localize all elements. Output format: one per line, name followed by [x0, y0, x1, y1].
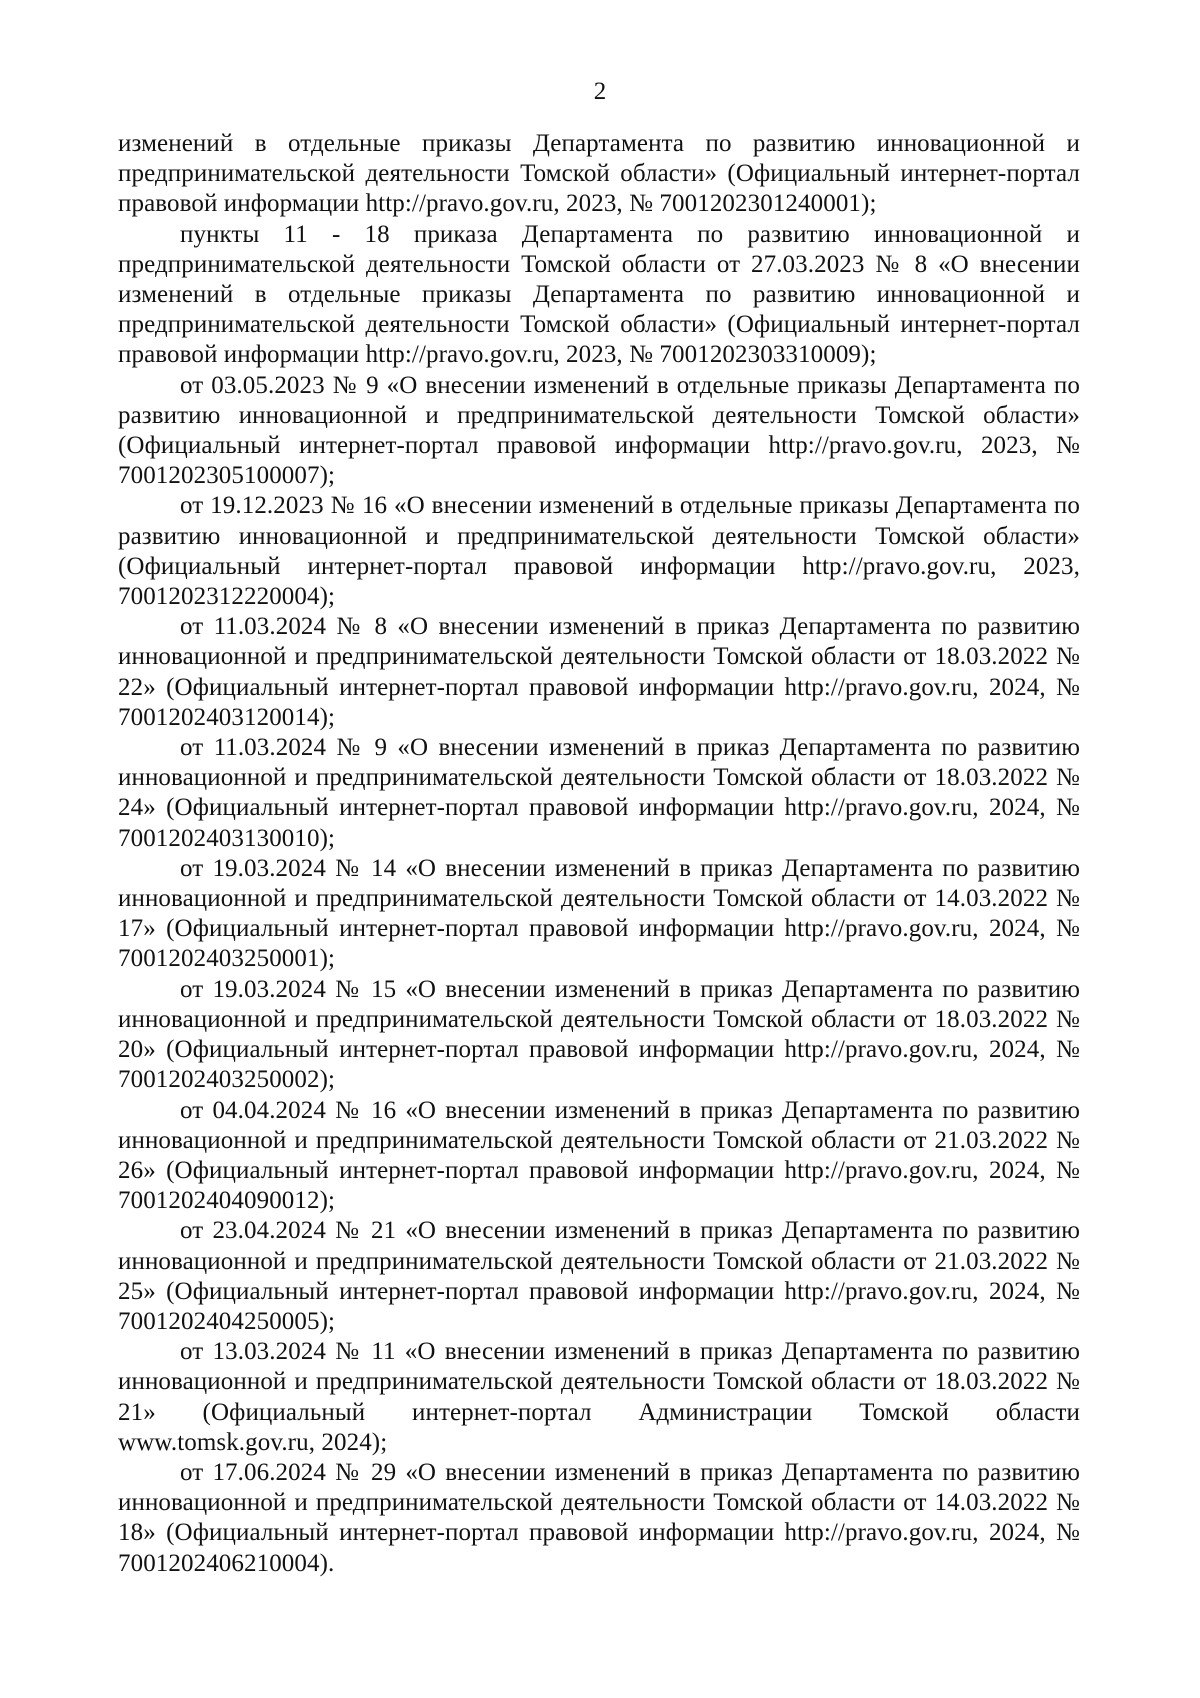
paragraph-1: изменений в отдельные приказы Департамента по развитию инновационной и предпринимательской деятельности Томской области» (Официальный интернет-портал правовой информации http://pravo.gov.ru, 2023, № 7001202301240001);: [118, 130, 1080, 218]
document-body: [118, 129, 1080, 1579]
paragraph-10: от 23.04.2024 № 21 «О внесении изменений в приказ Департамента по развитию инновационной и предпринимательской деятельности Томской области от 21.03.2022 № 25» (Официальный интернет-портал правовой информации http://pravo.gov.ru, 2024, № 7001202404250005);: [118, 1217, 1080, 1335]
paragraph-5: от 11.03.2024 № 8 «О внесении изменений в приказ Департамента по развитию инновационной и предпринимательской деятельности Томской области от 18.03.2022 № 22» (Официальный интернет-портал правовой информации http://pravo.gov.ru, 2024, № 7001202403120014);: [118, 613, 1080, 731]
paragraph-8: от 19.03.2024 № 15 «О внесении изменений в приказ Департамента по развитию инновационной и предпринимательской деятельности Томской области от 18.03.2022 № 20» (Официальный интернет-портал правовой информации http://pravo.gov.ru, 2024, № 7001202403250002);: [118, 975, 1080, 1094]
page-number: 2: [593, 78, 607, 105]
paragraph-11: от 13.03.2024 № 11 «О внесении изменений в приказ Департамента по развитию инновационной и предпринимательской деятельности Томской области от 18.03.2022 № 21» (Официальный интернет-портал Администрации Томской области www.tomsk.gov.ru, 2024);: [118, 1338, 1080, 1456]
paragraph-3: от 03.05.2023 № 9 «О внесении изменений в отдельные приказы Департамента по развитию инновационной и предпринимательской деятельности Томской области» (Официальный интернет-портал правовой информации http://pravo.gov.ru, 2023, № 7001202305100007);: [118, 371, 1080, 490]
paragraph-12: от 17.06.2024 № 29 «О внесении изменений в приказ Департамента по развитию инновационной и предпринимательской деятельности Томской области от 14.03.2022 № 18» (Официальный интернет-портал правовой информации http://pravo.gov.ru, 2024, № 7001202406210004).: [118, 1458, 1080, 1577]
paragraph-6: от 11.03.2024 № 9 «О внесении изменений в приказ Департамента по развитию инновационной и предпринимательской деятельности Томской области от 18.03.2022 № 24» (Официальный интернет-портал правовой информации http://pravo.gov.ru, 2024, № 7001202403130010);: [118, 734, 1080, 852]
paragraph-2: пункты 11 - 18 приказа Департамента по развитию инновационной и предпринимательской деятельности Томской области от 27.03.2023 № 8 «О внесении изменений в отдельные приказы Департамента по развитию инновационной и предпринимательской деятельности Томской области» (Официальный интернет-портал правовой информации http://pravo.gov.ru, 2023, № 7001202303310009);: [118, 220, 1080, 369]
paragraph-9: от 04.04.2024 № 16 «О внесении изменений в приказ Департамента по развитию инновационной и предпринимательской деятельности Томской области от 21.03.2022 № 26» (Официальный интернет-портал правовой информации http://pravo.gov.ru, 2024, № 7001202404090012);: [118, 1096, 1080, 1215]
paragraph-4: от 19.12.2023 № 16 «О внесении изменений в отдельные приказы Департамента по развитию инновационной и предпринимательской деятельности Томской области» (Официальный интернет-портал правовой информации http://pravo.gov.ru, 2023, 7001202312220004);: [118, 492, 1080, 611]
paragraph-7: от 19.03.2024 № 14 «О внесении изменений в приказ Департамента по развитию инновационной и предпринимательской деятельности Томской области от 14.03.2022 № 17» (Официальный интернет-портал правовой информации http://pravo.gov.ru, 2024, № 7001202403250001);: [118, 854, 1080, 973]
